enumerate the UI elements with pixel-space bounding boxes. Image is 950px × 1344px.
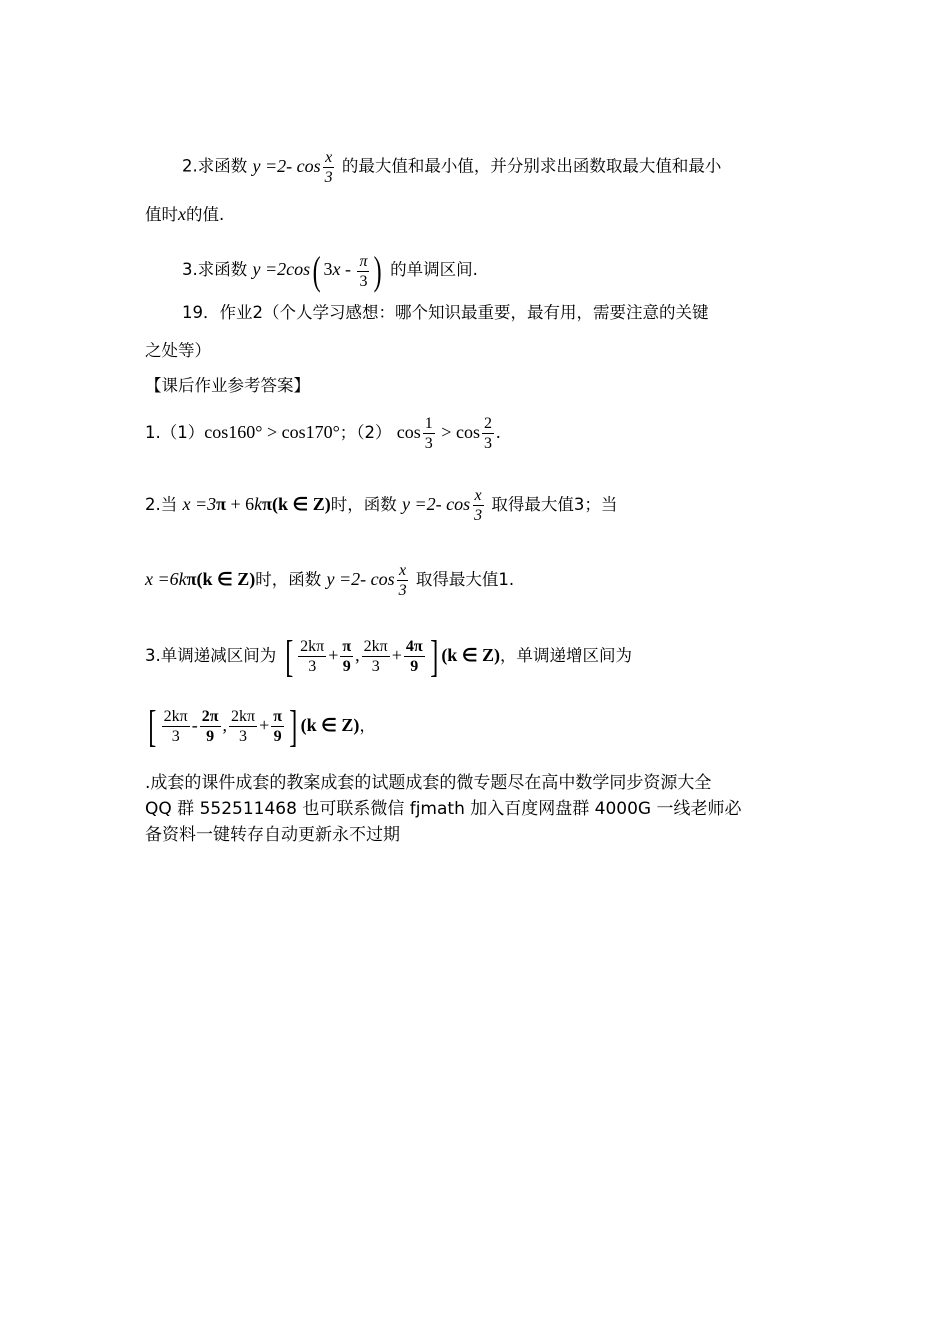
exercise-2-formula-lhs: y =2- cos — [252, 155, 321, 176]
answer-2-line2-text-b: 取得最大值1. — [415, 570, 515, 589]
answer-1-number: 1. — [145, 423, 161, 442]
exercise-3-formula-lhs: y =2cos — [252, 259, 311, 280]
answer-2-function — [401, 487, 486, 525]
exercise-3-fraction — [357, 252, 369, 291]
exercise-3-number: 3. — [182, 260, 198, 280]
inc-op-2: + — [259, 715, 270, 735]
exercise-3-frac-num: π — [359, 252, 368, 270]
inc-frac-3-num: 2kπ — [231, 708, 256, 726]
exercise-2-fraction — [323, 148, 335, 187]
answer-2-cond1-k: k — [254, 494, 263, 514]
exercise-3-text-a: 求函数 — [197, 260, 248, 280]
answer-2-line2-pi: π — [186, 569, 197, 589]
answer-2-line2-frac-num: x — [399, 562, 407, 580]
answer-2-line2-frac-den: 3 — [398, 582, 407, 600]
exercise-2-line-2 — [145, 203, 224, 226]
answer-3-text-a: 单调递减区间为 — [160, 646, 277, 665]
answer-2-line2-text-a: 时，函数 — [255, 570, 322, 589]
answer-2-frac-num: x — [474, 487, 482, 505]
dec-frac-1-num: 2kπ — [300, 638, 325, 656]
exercise-2-line2-a: 值时 — [145, 205, 178, 224]
answer-1-frac-2-den: 3 — [483, 435, 492, 453]
exercise-3-inner-var: x — [332, 259, 341, 280]
exercise-2-line2-var: x — [178, 204, 186, 224]
answer-2-text-c: 取得最大值3；当 — [491, 495, 618, 514]
inc-comma: , — [222, 715, 227, 735]
exercise-2-frac-num: x — [325, 149, 333, 166]
promo-line-2: QQ 群 552511468 也可联系微信 fjmath 加入百度网盘群 4000G 一线老师必 — [145, 799, 742, 819]
left-paren: ( — [312, 248, 321, 293]
dec-comma: , — [355, 645, 360, 665]
dec-op-2: + — [391, 645, 402, 665]
inc-frac-1-num: 2kπ — [163, 708, 188, 726]
inc-frac-4 — [271, 707, 284, 746]
answer-3 — [145, 630, 632, 681]
answer-1-frac-2-num: 2 — [483, 415, 492, 433]
inc-frac-1 — [162, 707, 190, 746]
exercise-2-text-b: 的最大值和最小值，并分别求出函数取最大值和最小 — [341, 156, 722, 176]
right-bracket: ] — [289, 701, 298, 751]
dec-frac-3 — [362, 637, 390, 676]
answer-2-cond1-pi2: π — [262, 494, 273, 514]
answer-3-number: 3. — [145, 646, 161, 665]
answer-2-line2-cond-a: x =6 — [145, 569, 179, 589]
answer-2-number: 2. — [145, 495, 161, 514]
dec-frac-2-den: 9 — [342, 658, 351, 676]
exercise-3-text-b: 的单调区间. — [390, 260, 478, 280]
answers-heading: 【课后作业参考答案】 — [145, 376, 310, 395]
answer-1-frac-1-den: 3 — [424, 435, 433, 453]
answer-3-decreasing-interval — [282, 631, 501, 681]
answer-2-line2-set: (k ∈ Z) — [196, 569, 256, 589]
exercise-2-frac-den: 3 — [324, 169, 333, 186]
inc-frac-1-den: 3 — [171, 728, 180, 746]
answer-2 — [145, 482, 617, 527]
dec-frac-3-num: 2kπ — [363, 638, 388, 656]
dec-op-1: + — [328, 645, 339, 665]
dec-frac-1 — [298, 637, 326, 676]
inc-frac-3 — [229, 707, 257, 746]
dec-frac-1-den: 3 — [308, 658, 317, 676]
answer-2-func-lhs: y =2- cos — [401, 494, 471, 514]
answer-1-part2-label: （2） — [356, 423, 392, 442]
inc-set: (k ∈ Z) — [300, 715, 360, 735]
answer-2-line2-func-lhs: y =2- cos — [326, 569, 395, 589]
answer-2-line2-k: k — [178, 569, 187, 589]
answer-3-end: ， — [359, 716, 376, 735]
answer-2-cond1-set: (k ∈ Z) — [272, 494, 331, 514]
inc-frac-4-num: π — [273, 708, 282, 726]
answer-3-line-2 — [145, 700, 376, 751]
inc-frac-2-den: 9 — [206, 728, 215, 746]
homework-line-2: 之处等） — [145, 341, 211, 360]
exercise-3 — [182, 248, 478, 293]
answer-2-line-2 — [145, 557, 514, 602]
right-paren: ) — [374, 248, 383, 293]
dec-frac-4 — [404, 637, 425, 676]
answer-1-part1-math: cos160° > cos170° — [204, 422, 340, 442]
inc-frac-4-den: 9 — [273, 728, 282, 746]
answer-2-cond1-a: x =3 — [182, 494, 217, 514]
answer-1-sep: ； — [339, 423, 357, 442]
dec-set: (k ∈ Z) — [441, 645, 500, 665]
answer-2-text-a: 当 — [160, 495, 178, 514]
answer-2-line2-frac — [397, 561, 409, 600]
answer-2-line2-function — [326, 562, 410, 600]
dec-frac-4-num: 4π — [405, 638, 423, 656]
answer-2-cond1-pi: π — [216, 494, 227, 514]
left-bracket: [ — [284, 631, 293, 681]
promo-line-1: .成套的课件成套的教案成套的试题成套的微专题尽在高中数学同步资源大全 — [145, 773, 712, 793]
exercise-2 — [182, 148, 721, 187]
answer-3-text-b: ，单调递增区间为 — [500, 646, 632, 665]
right-bracket: ] — [429, 631, 439, 681]
answer-2-frac — [472, 486, 484, 525]
inc-op-1: - — [191, 715, 198, 735]
left-bracket: [ — [148, 701, 157, 751]
answer-2-cond1-b: + 6 — [226, 494, 255, 514]
homework-line-1: 19．作业2（个人学习感想：哪个知识最重要，最有用，需要注意的关键 — [182, 303, 709, 322]
answer-1-cos-1: cos — [396, 422, 421, 442]
dec-frac-4-den: 9 — [410, 658, 419, 676]
answer-2-frac-den: 3 — [474, 507, 483, 525]
exercise-3-frac-den: 3 — [359, 272, 368, 290]
answer-2-condition-1 — [183, 494, 331, 514]
answer-2-condition-2 — [145, 569, 255, 589]
exercise-2-formula — [252, 149, 337, 186]
promo-line-3: 备资料一键转存自动更新永不过期 — [145, 825, 400, 845]
dec-frac-2-num: π — [342, 638, 352, 656]
inc-frac-2 — [200, 707, 221, 746]
dec-frac-3-den: 3 — [371, 658, 380, 676]
exercise-3-inner-minus: - — [340, 259, 356, 280]
answer-1-end: . — [495, 422, 501, 442]
exercise-2-text-a: 求函数 — [197, 156, 248, 176]
inc-frac-3-den: 3 — [239, 728, 248, 746]
answer-1-part2-math — [396, 415, 501, 453]
exercise-2-number: 2. — [182, 156, 198, 176]
answer-1-gt-cos: > cos — [436, 422, 480, 442]
answer-1-frac-2 — [482, 414, 494, 453]
answer-1 — [145, 410, 500, 455]
dec-frac-2 — [340, 637, 353, 676]
answer-1-part1-label: （1） — [160, 423, 205, 442]
answer-1-frac-1 — [423, 414, 435, 453]
answer-1-frac-1-num: 1 — [424, 415, 433, 433]
exercise-3-formula — [252, 248, 385, 293]
exercise-2-line2-b: 的值. — [186, 205, 225, 224]
answer-2-text-b: 时，函数 — [330, 495, 397, 514]
exercise-3-inner-a: 3 — [323, 259, 333, 280]
answer-3-increasing-interval — [145, 701, 360, 751]
inc-frac-2-num: 2π — [201, 708, 219, 726]
